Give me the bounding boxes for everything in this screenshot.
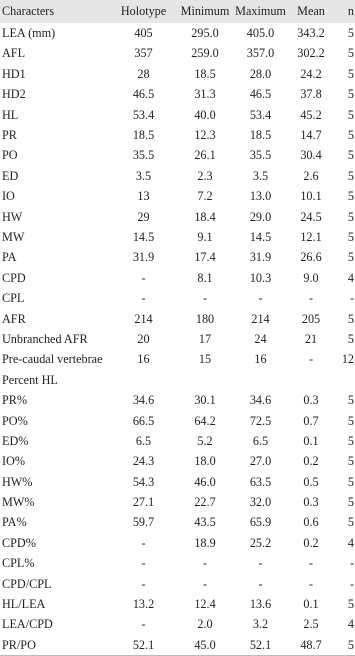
cell-minimum: 259.0 bbox=[191, 46, 219, 61]
cell-characters: AFL bbox=[2, 46, 26, 61]
table-row bbox=[0, 43, 355, 63]
cell-minimum: 7.2 bbox=[197, 189, 213, 204]
cell-maximum bbox=[233, 370, 288, 390]
cell-holotype: - bbox=[141, 535, 146, 550]
cell-maximum: 72.5 bbox=[249, 413, 272, 428]
cell-n: 5 bbox=[347, 46, 354, 61]
cell-maximum: 214 bbox=[251, 311, 270, 326]
table-row bbox=[0, 207, 355, 227]
header-n: n bbox=[347, 4, 354, 19]
cell-characters: CPD bbox=[2, 270, 26, 285]
cell-holotype: 214 bbox=[134, 311, 153, 326]
cell-maximum: 6.5 bbox=[252, 433, 269, 448]
table-header-row bbox=[0, 0, 355, 23]
cell-minimum: 26.1 bbox=[194, 148, 216, 163]
cell-mean: 2.6 bbox=[303, 168, 319, 183]
cell-characters: PA bbox=[2, 250, 17, 265]
cell-mean: 0.5 bbox=[303, 474, 319, 489]
cell-minimum bbox=[177, 370, 233, 390]
cell-minimum: 9.1 bbox=[197, 230, 213, 244]
cell-n: 5 bbox=[347, 209, 354, 224]
cell-characters: CPD% bbox=[2, 535, 36, 550]
table-row bbox=[0, 166, 355, 186]
cell-characters: LEA (mm) bbox=[2, 26, 56, 41]
cell-minimum: 31.3 bbox=[194, 87, 216, 102]
cell-n: 5 bbox=[347, 515, 354, 530]
cell-mean: 0.1 bbox=[303, 597, 319, 612]
table-row bbox=[0, 308, 355, 328]
cell-holotype: 20 bbox=[137, 331, 150, 346]
cell-minimum: 17 bbox=[198, 331, 212, 346]
cell-n: - bbox=[349, 556, 354, 571]
cell-mean bbox=[288, 370, 334, 390]
cell-n: 5 bbox=[347, 148, 354, 163]
cell-holotype: 54.3 bbox=[132, 474, 155, 489]
cell-maximum: 10.3 bbox=[249, 270, 272, 285]
cell-holotype: 59.7 bbox=[132, 515, 155, 530]
cell-characters: HL/LEA bbox=[2, 597, 46, 612]
cell-minimum: - bbox=[202, 291, 208, 306]
table-row bbox=[0, 574, 355, 594]
cell-minimum: 15 bbox=[198, 352, 212, 367]
cell-minimum: 18.9 bbox=[194, 535, 216, 550]
cell-characters: PO% bbox=[2, 413, 28, 428]
cell-n: 5 bbox=[347, 433, 354, 448]
cell-holotype: 14.5 bbox=[132, 230, 155, 244]
cell-holotype: - bbox=[141, 270, 146, 285]
table-row bbox=[0, 145, 355, 165]
cell-maximum: 357.0 bbox=[246, 46, 275, 61]
cell-characters: HD1 bbox=[2, 66, 26, 81]
table-row bbox=[0, 472, 355, 492]
cell-characters: ED bbox=[2, 168, 19, 183]
table-row bbox=[0, 329, 355, 349]
table-row bbox=[0, 105, 355, 125]
cell-maximum: 52.1 bbox=[249, 637, 272, 652]
cell-n: 5 bbox=[347, 311, 354, 326]
cell-maximum: 53.4 bbox=[249, 107, 272, 122]
cell-minimum: 18.0 bbox=[194, 454, 216, 469]
cell-holotype: 29 bbox=[137, 209, 150, 224]
cell-mean: 12.1 bbox=[300, 230, 322, 244]
cell-holotype: 24.3 bbox=[132, 454, 155, 469]
table-row bbox=[0, 64, 355, 84]
cell-n: 5 bbox=[347, 250, 354, 265]
table-row bbox=[0, 84, 355, 104]
cell-maximum: 32.0 bbox=[249, 495, 272, 510]
cell-n: 12 bbox=[341, 352, 354, 367]
cell-characters: LEA/CPD bbox=[2, 617, 53, 632]
cell-n: 4 bbox=[347, 535, 354, 550]
table-row bbox=[0, 370, 355, 390]
cell-minimum: 2.3 bbox=[197, 168, 213, 183]
cell-mean: 45.2 bbox=[300, 107, 322, 122]
cell-minimum: 46.0 bbox=[194, 474, 216, 489]
cell-mean: 0.2 bbox=[303, 535, 319, 550]
cell-mean: - bbox=[308, 352, 314, 367]
table-row bbox=[0, 431, 355, 451]
cell-mean: 9.0 bbox=[303, 270, 319, 285]
cell-mean: 26.6 bbox=[300, 250, 322, 265]
cell-maximum: 46.5 bbox=[249, 87, 272, 102]
table-row bbox=[0, 451, 355, 471]
cell-n: 5 bbox=[347, 128, 354, 143]
cell-characters: AFR bbox=[2, 311, 26, 326]
cell-characters: CPL% bbox=[2, 556, 35, 571]
cell-maximum: 3.2 bbox=[252, 617, 269, 632]
table-row bbox=[0, 594, 355, 614]
cell-maximum: 24 bbox=[254, 331, 267, 346]
cell-mean: - bbox=[308, 576, 314, 591]
table-body bbox=[0, 23, 355, 655]
cell-mean: 205 bbox=[301, 311, 321, 326]
cell-n: 5 bbox=[347, 87, 354, 102]
cell-mean: 0.7 bbox=[303, 413, 319, 428]
cell-mean: 14.7 bbox=[300, 128, 322, 143]
cell-mean: 0.3 bbox=[303, 495, 319, 510]
table-row bbox=[0, 492, 355, 512]
cell-characters: PR bbox=[2, 128, 17, 143]
table-row bbox=[0, 635, 355, 655]
cell-mean: 0.3 bbox=[303, 393, 319, 408]
cell-n: 5 bbox=[347, 331, 354, 346]
cell-maximum: - bbox=[258, 576, 263, 591]
table-row bbox=[0, 614, 355, 634]
cell-characters: PO bbox=[2, 148, 18, 163]
cell-maximum: 35.5 bbox=[249, 148, 272, 163]
table-row bbox=[0, 349, 355, 369]
cell-holotype: 66.5 bbox=[132, 413, 155, 428]
cell-holotype bbox=[110, 370, 177, 390]
cell-holotype: 357 bbox=[134, 46, 153, 61]
cell-mean: - bbox=[308, 291, 314, 306]
cell-holotype: 3.5 bbox=[135, 168, 152, 183]
cell-n: 4 bbox=[347, 270, 354, 285]
cell-mean: 0.6 bbox=[303, 515, 319, 530]
table-row bbox=[0, 268, 355, 288]
cell-n: 5 bbox=[347, 474, 354, 489]
cell-maximum: - bbox=[258, 291, 263, 306]
table-row bbox=[0, 288, 355, 308]
cell-maximum: 13.6 bbox=[249, 597, 272, 612]
cell-mean: 24.5 bbox=[300, 209, 322, 224]
cell-n: 5 bbox=[347, 230, 354, 244]
cell-maximum: 25.2 bbox=[249, 535, 272, 550]
table-row bbox=[0, 553, 355, 573]
cell-minimum: 64.2 bbox=[194, 413, 216, 428]
cell-n: 5 bbox=[347, 26, 354, 41]
cell-characters: MW% bbox=[2, 495, 35, 510]
table-row bbox=[0, 410, 355, 430]
cell-n: 5 bbox=[347, 413, 354, 428]
cell-characters: Pre-caudal vertebrae bbox=[2, 352, 103, 367]
header-holotype: Holotype bbox=[120, 4, 167, 19]
table-row bbox=[0, 186, 355, 206]
cell-maximum: 65.9 bbox=[249, 515, 272, 530]
cell-holotype: 35.5 bbox=[132, 148, 155, 163]
cell-maximum: - bbox=[258, 556, 263, 571]
cell-n: 5 bbox=[347, 189, 354, 204]
cell-mean: 343.2 bbox=[297, 26, 325, 41]
table-row bbox=[0, 247, 355, 267]
cell-characters: CPL bbox=[2, 291, 25, 306]
cell-holotype: 34.6 bbox=[132, 393, 155, 408]
cell-n: 5 bbox=[347, 454, 354, 469]
cell-maximum: 18.5 bbox=[249, 128, 272, 143]
cell-mean: 21 bbox=[304, 331, 318, 346]
cell-characters: PA% bbox=[2, 515, 27, 530]
cell-holotype: 46.5 bbox=[132, 87, 155, 102]
cell-mean: 24.2 bbox=[300, 66, 322, 81]
cell-holotype: 6.5 bbox=[135, 433, 152, 448]
cell-minimum: 18.4 bbox=[194, 209, 216, 224]
cell-characters: IO% bbox=[2, 454, 26, 469]
cell-minimum: 30.1 bbox=[194, 393, 216, 408]
cell-n: 5 bbox=[347, 66, 354, 81]
cell-mean: 37.8 bbox=[300, 87, 322, 102]
table-row bbox=[0, 533, 355, 553]
cell-n: - bbox=[349, 291, 354, 306]
cell-n bbox=[334, 370, 355, 390]
cell-holotype: 52.1 bbox=[132, 637, 155, 652]
cell-holotype: 27.1 bbox=[132, 495, 155, 510]
cell-holotype: 18.5 bbox=[132, 128, 155, 143]
cell-n: 5 bbox=[347, 393, 354, 408]
header-minimum: Minimum bbox=[180, 4, 230, 19]
cell-minimum: 295.0 bbox=[191, 26, 219, 41]
cell-holotype: 28 bbox=[137, 66, 150, 81]
cell-minimum: 12.3 bbox=[194, 128, 216, 143]
cell-minimum: 43.5 bbox=[194, 515, 216, 530]
cell-n: 5 bbox=[347, 597, 354, 612]
cell-minimum: - bbox=[202, 556, 208, 571]
cell-minimum: 12.4 bbox=[194, 597, 216, 612]
cell-holotype: - bbox=[141, 576, 146, 591]
table-row bbox=[0, 125, 355, 145]
cell-mean: 48.7 bbox=[300, 637, 322, 652]
cell-mean: 0.2 bbox=[303, 454, 319, 469]
cell-characters: PR% bbox=[2, 393, 28, 408]
cell-maximum: 31.9 bbox=[249, 250, 272, 265]
cell-n: 5 bbox=[347, 495, 354, 510]
cell-characters: HW bbox=[2, 209, 23, 224]
cell-minimum: 2.0 bbox=[197, 617, 213, 632]
cell-mean: 0.1 bbox=[303, 433, 319, 448]
cell-holotype: 13 bbox=[137, 189, 150, 204]
cell-holotype: 16 bbox=[137, 352, 150, 367]
cell-characters: ED% bbox=[2, 433, 29, 448]
cell-mean: 10.1 bbox=[300, 189, 322, 204]
cell-minimum: 22.7 bbox=[194, 495, 216, 510]
cell-characters: HL bbox=[2, 107, 19, 122]
cell-holotype: 13.2 bbox=[132, 597, 155, 612]
cell-characters: MW bbox=[2, 230, 25, 244]
cell-characters: HW% bbox=[2, 474, 33, 489]
header-mean: Mean bbox=[297, 4, 325, 19]
cell-characters: CPD/CPL bbox=[2, 576, 52, 591]
cell-characters: Percent HL bbox=[2, 372, 58, 387]
cell-holotype: - bbox=[141, 291, 146, 306]
cell-maximum: 16 bbox=[254, 352, 267, 367]
cell-minimum: 18.5 bbox=[194, 66, 216, 81]
cell-mean: 302.2 bbox=[297, 46, 325, 61]
cell-holotype: 53.4 bbox=[132, 107, 155, 122]
cell-maximum: 27.0 bbox=[249, 454, 272, 469]
cell-maximum: 34.6 bbox=[249, 393, 272, 408]
cell-maximum: 28.0 bbox=[249, 66, 272, 81]
cell-characters: IO bbox=[2, 189, 15, 204]
table-row bbox=[0, 227, 355, 247]
cell-characters: HD2 bbox=[2, 87, 26, 102]
cell-minimum: - bbox=[202, 576, 208, 591]
cell-characters: Unbranched AFR bbox=[2, 331, 88, 346]
cell-n: - bbox=[349, 576, 354, 591]
table-row bbox=[0, 23, 355, 43]
cell-holotype: - bbox=[141, 617, 146, 632]
header-characters: Characters bbox=[2, 4, 55, 19]
cell-holotype: 31.9 bbox=[132, 250, 155, 265]
cell-maximum: 14.5 bbox=[249, 230, 272, 244]
cell-maximum: 3.5 bbox=[252, 168, 269, 183]
cell-maximum: 63.5 bbox=[249, 474, 272, 489]
cell-mean: - bbox=[308, 556, 314, 571]
cell-n: 4 bbox=[347, 617, 354, 632]
cell-characters: PR/PO bbox=[2, 637, 36, 652]
cell-maximum: 13.0 bbox=[249, 189, 272, 204]
cell-n: 5 bbox=[347, 168, 354, 183]
cell-minimum: 17.4 bbox=[194, 250, 216, 265]
cell-holotype: 405 bbox=[134, 26, 153, 41]
cell-minimum: 180 bbox=[195, 311, 215, 326]
cell-minimum: 8.1 bbox=[197, 270, 213, 285]
cell-mean: 2.5 bbox=[303, 617, 319, 632]
cell-maximum: 29.0 bbox=[249, 209, 272, 224]
cell-holotype: - bbox=[141, 556, 146, 571]
table-row bbox=[0, 390, 355, 410]
header-maximum: Maximum bbox=[235, 4, 286, 19]
table-row bbox=[0, 512, 355, 532]
cell-minimum: 40.0 bbox=[194, 107, 216, 122]
cell-minimum: 45.0 bbox=[194, 637, 216, 652]
cell-maximum: 405.0 bbox=[246, 26, 275, 41]
cell-minimum: 5.2 bbox=[197, 433, 213, 448]
cell-mean: 30.4 bbox=[300, 148, 322, 163]
cell-n: 5 bbox=[347, 107, 354, 122]
cell-n: 5 bbox=[347, 637, 354, 652]
